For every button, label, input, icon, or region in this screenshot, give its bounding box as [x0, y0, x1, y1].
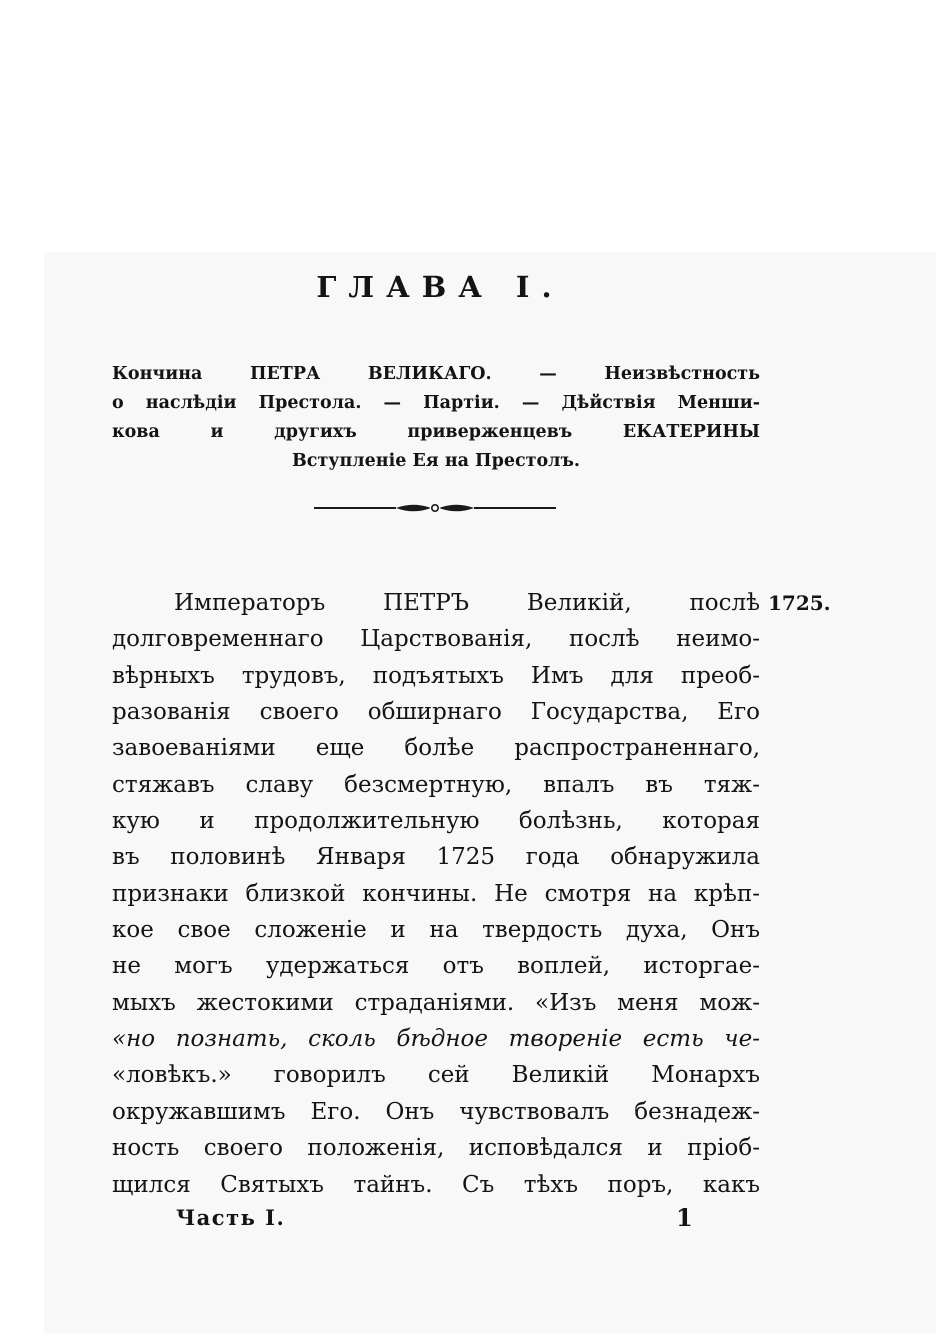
summary-line: о наслѣдіи Престола. — Партіи. — Дѣйствія Менши-: [112, 393, 760, 413]
body-line: разованія своего обширнаго Государства, Его: [112, 699, 760, 726]
body-line: щился Святыхъ тайнъ. Съ тѣхъ поръ, какъ: [112, 1171, 760, 1198]
summary-line: Кончина ПЕТРА ВЕЛИКАГО. — Неизвѣстность: [112, 364, 760, 384]
margin-year: 1725.: [768, 591, 831, 615]
body-line: «но познать, сколь бѣдное твореніе есть че-: [112, 1026, 760, 1053]
ornamental-rule-divider-icon: [312, 497, 558, 519]
body-line: кое свое сложеніе и на твердость духа, Онъ: [112, 917, 760, 944]
summary-line: Вступленіе Ея на Престолъ.: [292, 451, 580, 471]
body-line: стяжавъ славу безсмертную, впалъ въ тяж-: [112, 771, 760, 798]
body-line: въ половинѣ Января 1725 года обнаружила: [112, 844, 760, 871]
body-line: признаки близкой кончины. Не смотря на крѣп-: [112, 880, 760, 907]
body-line: ность своего положенія, исповѣдался и пріоб-: [112, 1135, 760, 1162]
body-line: кую и продолжительную болѣзнь, которая: [112, 808, 760, 835]
signature-mark: Часть I.: [176, 1205, 286, 1230]
chapter-title: ГЛАВА I.: [316, 270, 564, 304]
body-line: не могъ удержаться отъ воплей, исторгае-: [112, 953, 760, 980]
summary-line: кова и другихъ приверженцевъ ЕКАТЕРИНЫ: [112, 422, 760, 442]
chapter-summary: [112, 360, 760, 476]
page-number: 1: [676, 1203, 693, 1232]
body-line: «ловѣкъ.» говорилъ сей Великій Монархъ: [112, 1062, 760, 1089]
body-paragraph: [112, 585, 760, 1203]
body-line: окружавшимъ Его. Онъ чувствовалъ безнадеж-: [112, 1098, 760, 1125]
body-line: долговременнаго Царствованія, послѣ неимо-: [112, 626, 760, 653]
body-line: Императоръ ПЕТРЪ Великій, послѣ: [174, 590, 760, 616]
body-line: мыхъ жестокими страданіями. «Изъ меня мож-: [112, 989, 760, 1016]
body-line: завоеваніями еще болѣе распространеннаго,: [112, 735, 760, 762]
body-line: вѣрныхъ трудовъ, подъятыхъ Имъ для преоб-: [112, 662, 760, 689]
